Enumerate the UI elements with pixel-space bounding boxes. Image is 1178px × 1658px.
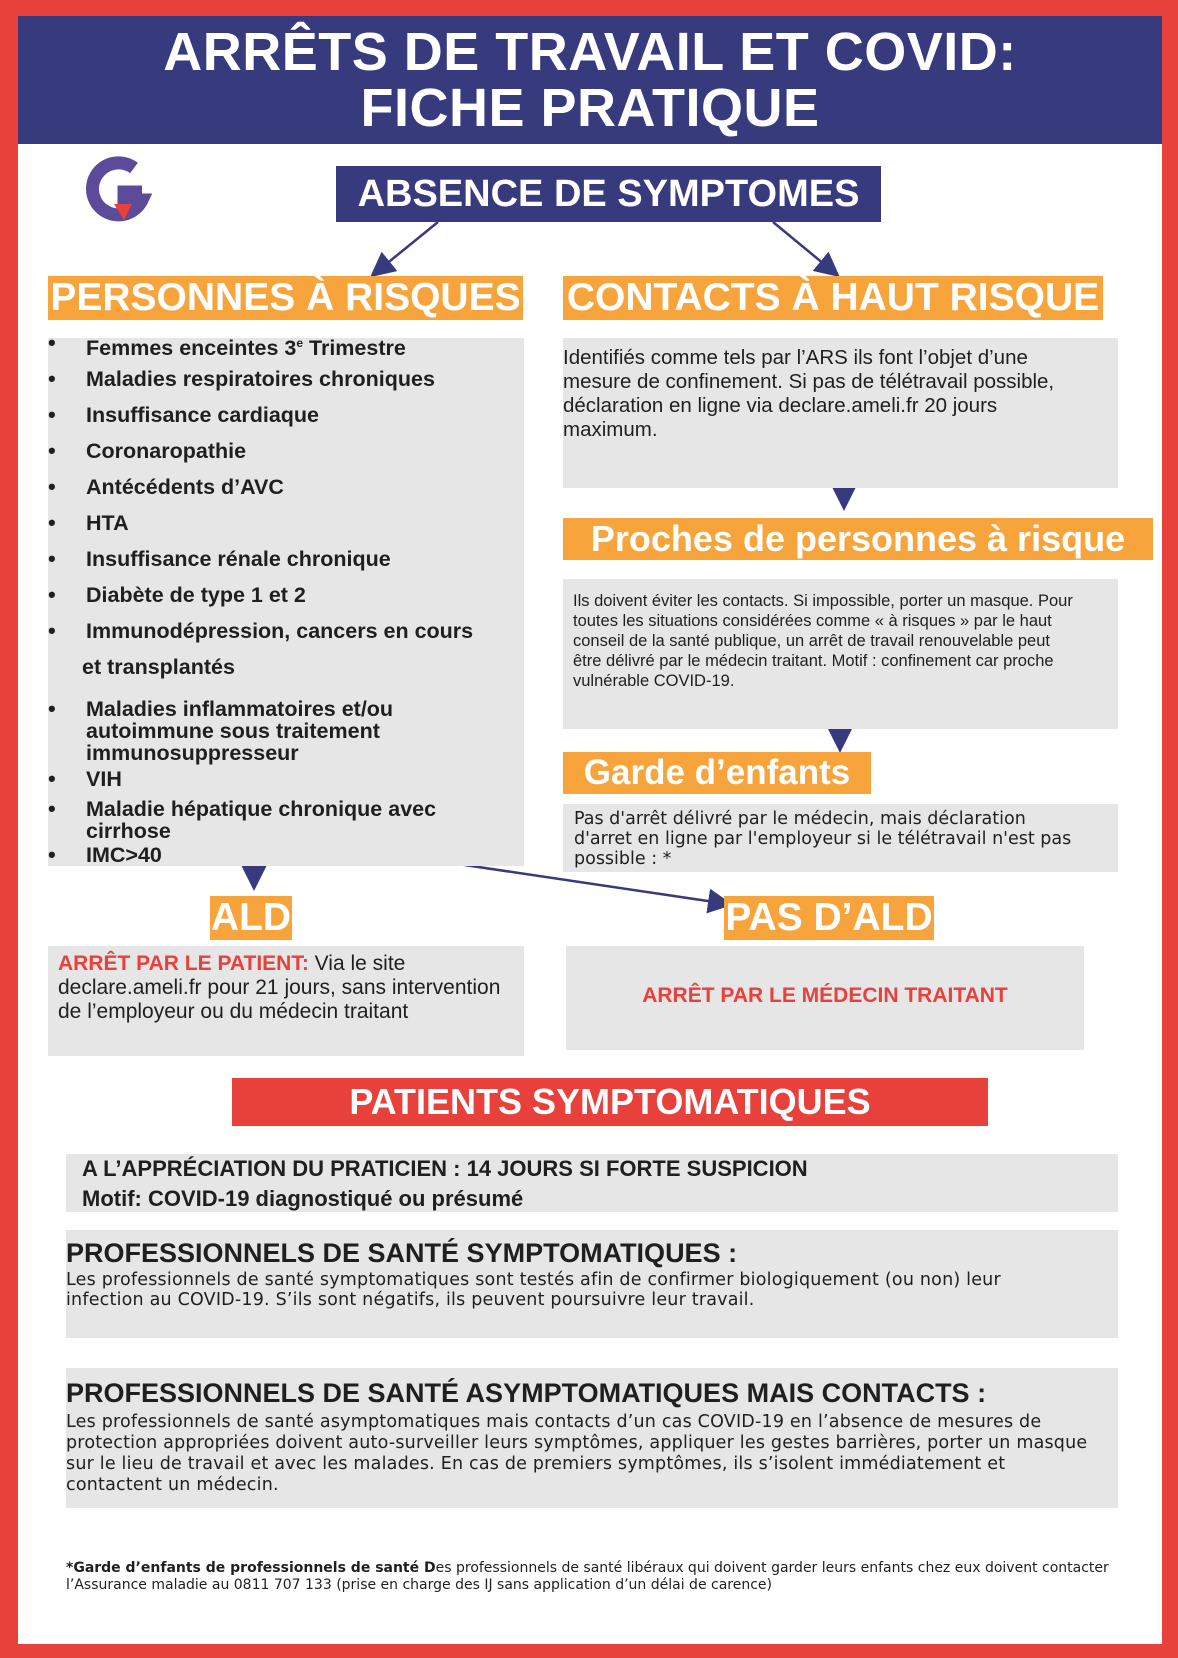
list-item: • Immunodépression, cancers en cours	[48, 620, 473, 642]
ald-lead: ARRÊT PAR LE PATIENT:	[58, 952, 309, 975]
garde-text: Pas d'arrêt délivré par le médecin, mais déclaration d'arret en ligne par l'employeur si le télétravail n'est pas possible : *	[574, 809, 1072, 869]
pro-asympto-panel	[66, 1368, 1118, 1508]
list-item: • Antécédents d’AVC	[48, 476, 284, 498]
footnote	[66, 1560, 1116, 1594]
arrow-to-risques	[374, 222, 438, 274]
risques-title: PERSONNES À RISQUES	[48, 276, 523, 320]
pas-ald-panel	[566, 946, 1084, 1050]
symptomatiques-title: PATIENTS SYMPTOMATIQUES	[232, 1078, 988, 1126]
contacts-panel	[563, 338, 1118, 488]
list-item: • Diabète de type 1 et 2	[48, 584, 306, 606]
pas-ald-title: PAS D’ALD	[725, 896, 933, 939]
proches-title: Proches de personnes à risque	[563, 518, 1153, 560]
list-item-continued: et transplantés	[82, 655, 235, 679]
list-item: • Insuffisance rénale chronique	[48, 548, 391, 570]
header-title-line1: ARRÊTS DE TRAVAIL ET COVID:	[163, 22, 1017, 82]
garde-title: Garde d’enfants	[563, 752, 871, 794]
list-item: • VIH	[48, 768, 122, 790]
list-item: • Femmes enceintes 3e Trimestre	[48, 332, 406, 359]
list-item: • Maladies inflammatoires et/ou autoimmune sous traitement immunosuppresseur	[48, 698, 446, 764]
list-item: • Coronaropathie	[48, 440, 246, 462]
list-item: • HTA	[48, 512, 129, 534]
header-title-line2: FICHE PRATIQUE	[360, 78, 820, 138]
list-item: • Maladie hépatique chronique avec cirrhose	[48, 798, 486, 842]
ald-text	[58, 952, 518, 1024]
risques-panel	[48, 338, 524, 866]
symptomatiques-line1: A L’APPRÉCIATION DU PRATICIEN : 14 JOURS SI FORTE SUSPICION	[82, 1156, 808, 1181]
contacts-text: Identifiés comme tels par l’ARS ils font l’objet d’une mesure de confinement. Si pas de télétravail possible, déclaration en ligne via declare.ameli.fr 20 jours maximum.	[563, 346, 1055, 441]
pro-sympto-title: PROFESSIONNELS DE SANTÉ SYMPTOMATIQUES :	[66, 1238, 738, 1268]
ald-body: Via le site declare.ameli.fr pour 21 jours, sans intervention de l’employeur ou du médecin traitant	[58, 952, 501, 1023]
garde-panel	[563, 804, 1118, 872]
footnote-lead: *Garde d’enfants de professionnels de santé D	[66, 1560, 436, 1576]
arrow-to-contacts	[773, 222, 836, 274]
poster	[18, 16, 1162, 1644]
proches-panel	[563, 579, 1118, 729]
pro-asympto-title: PROFESSIONNELS DE SANTÉ ASYMPTOMATIQUES MAIS CONTACTS :	[66, 1378, 987, 1408]
list-item: • Insuffisance cardiaque	[48, 404, 319, 426]
symptomatiques-panel	[66, 1154, 1118, 1212]
pro-sympto-panel	[66, 1230, 1118, 1338]
contacts-title: CONTACTS À HAUT RISQUE	[563, 276, 1103, 320]
list-item: • Maladies respiratoires chroniques	[48, 368, 435, 390]
ald-title: ALD	[210, 896, 292, 939]
absence-title: ABSENCE DE SYMPTOMES	[336, 166, 881, 222]
pro-sympto-text: Les professionnels de santé symptomatiques sont testés afin de confirmer biologiquement (ou non) leur infection au COVID-19. S’ils sont négatifs, ils peuvent poursuivre leur travail.	[66, 1270, 1001, 1310]
pas-ald-text: ARRÊT PAR LE MÉDECIN TRAITANT	[642, 984, 1008, 1007]
list-item: • IMC>40	[48, 844, 162, 866]
ald-panel	[48, 946, 524, 1056]
footnote-text: es professionnels de santé libéraux qui doivent garder leurs enfants chez eux doivent contacter l’Assurance maladie au 0811 707 133 (prise en charge des IJ sans application d’un délai de carence)	[66, 1560, 1109, 1593]
proches-text: Ils doivent éviter les contacts. Si impossible, porter un masque. Pour toutes les situations considérées comme « à risques » par le haut conseil de la santé publique, un arrêt de travail renouvelable peut être délivré par le médecin traitant. Motif : confinement car proche vulnérable COVID-19.	[573, 592, 1073, 690]
pro-asympto-text: Les professionnels de santé asymptomatiques mais contacts d’un cas COVID-19 en l’absence de mesures de protection appropriées doivent auto-surveiller leurs symptômes, appliquer les gestes barrières, porter un masque sur le lieu de travail et avec les malades. En cas de premiers symptômes, ils s’isolent immédiatement et contactent un médecin.	[66, 1412, 1088, 1495]
symptomatiques-line2: Motif: COVID-19 diagnostiqué ou présumé	[82, 1186, 524, 1211]
